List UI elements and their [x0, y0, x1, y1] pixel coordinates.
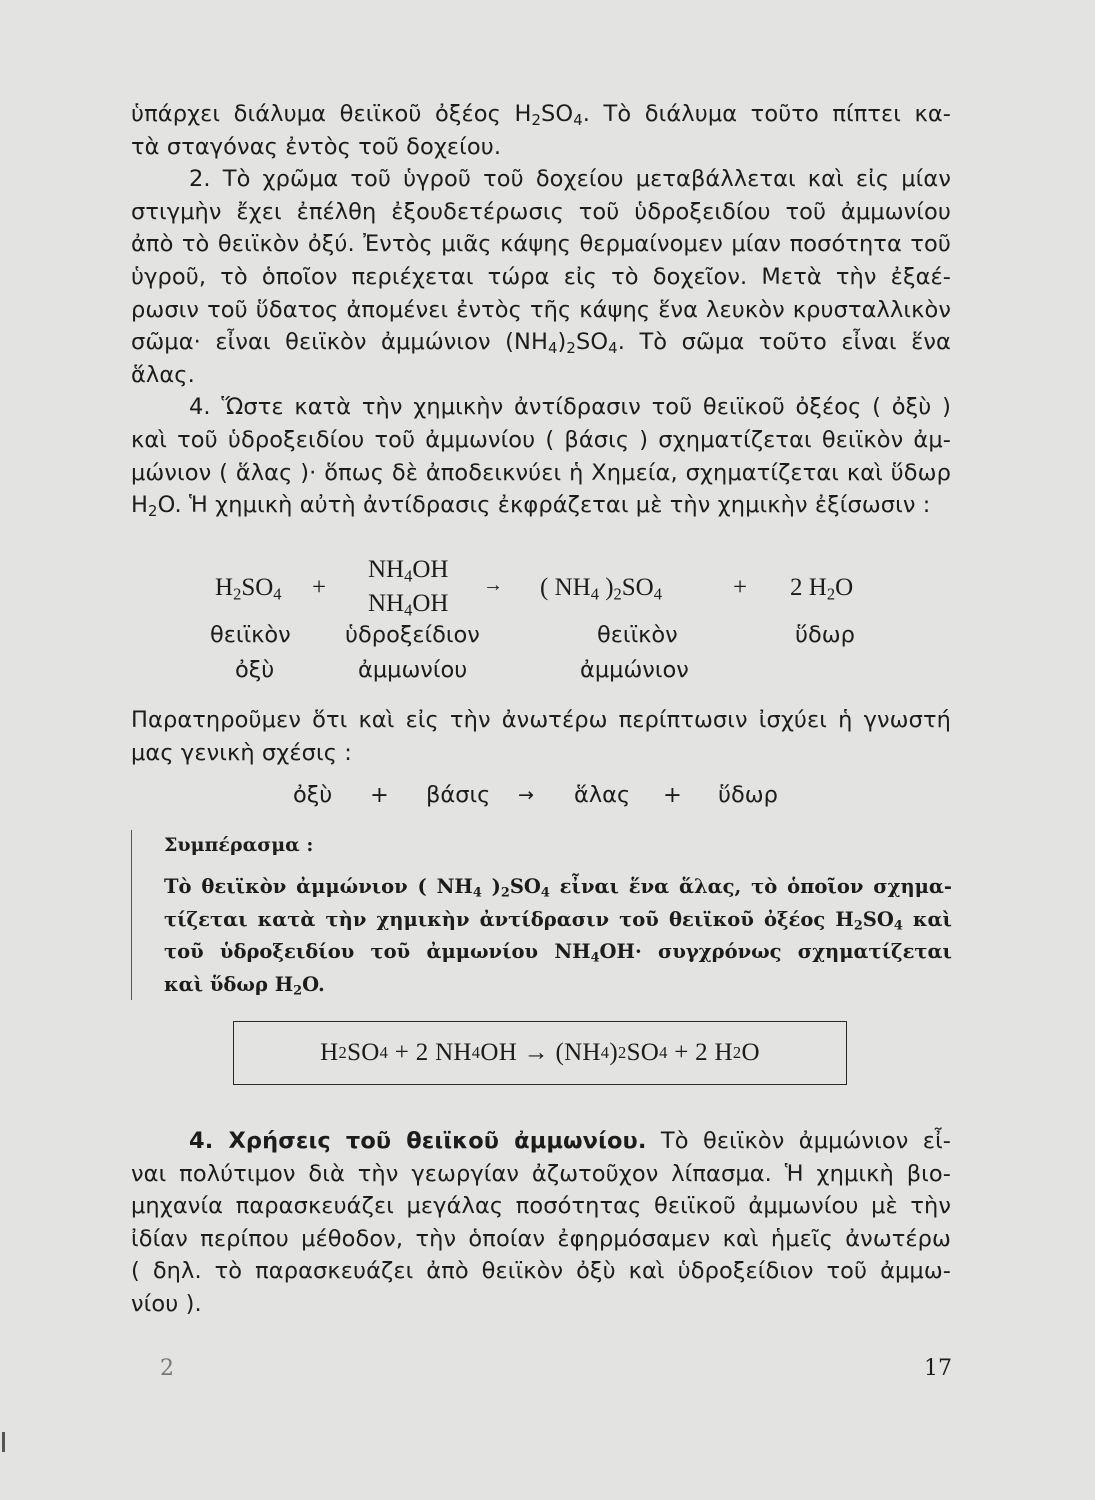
conclusion-block	[131, 830, 954, 1000]
boxed-equation	[233, 1021, 847, 1085]
text-line: μηχανία παρασκευάζει μεγάλας ποσότητας θειϊκοῦ ἀμμωνίου μὲ τὴν	[131, 1193, 951, 1220]
text-line: Τὸ θειϊκὸν ἀμμώνιον ( $NH_4$ )$_2SO_4$ εἶναι ἕνα ἅλας, τὸ ὁποῖον σχημα-	[164, 875, 952, 901]
text-line: ὑπάρχει διάλυμα θειϊκοῦ ὀξέος $H_2SO_4$. Τὸ διάλυμα τοῦτο πίπτει κα-	[131, 101, 951, 130]
label-ammonium-sulfate-2: ἀμμώνιον	[580, 657, 689, 683]
edge-mark	[2, 1432, 5, 1452]
label-sulfuric-acid-2: ὀξὺ	[235, 657, 275, 683]
formula-sulfuric-acid: $H_2SO_4$	[215, 574, 282, 604]
formula-water: 2 $H_2O$	[790, 574, 854, 604]
text-line: ἀπὸ τὸ θειϊκὸν ὀξύ. Ἐντὸς μιᾶς κάψης θερμαίνομεν μίαν ποσότητα τοῦ	[131, 231, 951, 258]
plus-sign: +	[663, 782, 682, 808]
term-acid: ὀξὺ	[293, 782, 333, 808]
text-line: τοῦ ὑδροξειδίου τοῦ ἀμμωνίου $NH_4OH\cdot \sigma\upsilon\gamma\chi\rho ό\nu\omega\varsigma$ σχηματίζεται	[164, 940, 952, 966]
text-line: σῶμα· εἶναι θειϊκὸν ἀμμώνιον $(NH_4)_2SO_4$. Τὸ σῶμα τοῦτο εἶναι ἕνα	[131, 329, 951, 358]
conclusion-title: Συμπέρασμα :	[164, 834, 314, 856]
section-4-heading: 4. Χρήσεις τοῦ θειϊκοῦ ἀμμωνίου.	[189, 1128, 647, 1154]
text-line: 4. Χρήσεις τοῦ θειϊκοῦ ἀμμωνίου. Τὸ θειϊκὸν ἀμμώνιον εἶ-	[189, 1128, 951, 1154]
text-line: Παρατηροῦμεν ὅτι καὶ εἰς τὴν ἀνωτέρω περίπτωσιν ἰσχύει ἡ γνωστή	[131, 707, 951, 733]
text-line: $H_2O$. Ἡ χημικὴ αὐτὴ ἀντίδρασις ἐκφράζεται μὲ τὴν χημικὴν ἐξίσωσιν :	[131, 492, 931, 521]
text-line: ( δηλ. τὸ παρασκευάζει ἀπὸ θειϊκὸν ὀξὺ καὶ ὑδροξείδιον τοῦ ἀμμω-	[131, 1258, 951, 1285]
paragraph-observation	[131, 704, 951, 769]
text-line: ρωσιν τοῦ ὕδατος ἀπομένει ἐντὸς τῆς κάψης ἕνα λευκὸν κρυσταλλικὸν	[131, 296, 951, 323]
page-number: 17	[924, 1356, 952, 1381]
label-ammonium-sulfate-1: θειϊκὸν	[597, 622, 678, 648]
text-line: καὶ ὕδωρ $H_2O$.	[164, 972, 325, 999]
text-line: μώνιον ( ἅλας )· ὅπως δὲ ἀποδεικνύει ἡ Χημεία, σχηματίζεται καὶ ὕδωρ	[131, 459, 951, 486]
plus-sign: +	[370, 782, 389, 808]
conclusion-body	[164, 871, 952, 1001]
text-line: τὰ σταγόνας ἐντὸς τοῦ δοχείου.	[131, 133, 502, 160]
arrow-icon: →	[483, 574, 503, 596]
label-ammonium-hydroxide-2: ἀμμωνίου	[358, 657, 468, 683]
text-line: νίου ).	[131, 1290, 202, 1317]
text-line: 2. Τὸ χρῶμα τοῦ ὑγροῦ τοῦ δοχείου μεταβάλλεται καὶ εἰς μίαν	[189, 166, 951, 193]
term-water: ὕδωρ	[718, 782, 778, 808]
paragraph-procedure	[131, 98, 951, 522]
text-line: ὑγροῦ, τὸ ὁποῖον περιέχεται τώρα εἰς τὸ δοχεῖον. Μετὰ τὴν ἐξαέ-	[131, 263, 951, 290]
text-line: καὶ τοῦ ὑδροξειδίου τοῦ ἀμμωνίου ( βάσις ) σχηματίζεται θειϊκὸν ἀμ-	[131, 426, 951, 453]
term-salt: ἅλας	[574, 782, 631, 808]
formula-ammonium-hydroxide-top: $NH_4OH$	[368, 556, 449, 586]
text-line: ἰδίαν περίπου μέθοδον, τὴν ὁποίαν ἐφηρμόσαμεν καὶ ἡμεῖς ἀνωτέρω	[131, 1225, 951, 1252]
chemical-equation	[0, 552, 1095, 692]
text-line: τίζεται κατὰ τὴν χημικὴν ἀντίδρασιν τοῦ θειϊκοῦ ὀξέος $H_2SO_4$ καὶ	[164, 907, 952, 934]
text-line: 4. Ὥστε κατὰ τὴν χημικὴν ἀντίδρασιν τοῦ θειϊκοῦ ὀξέος ( ὀξὺ )	[189, 394, 951, 421]
general-relation	[0, 782, 1095, 816]
text-line: μας γενικὴ σχέσις :	[131, 739, 352, 766]
text-line: ἅλας.	[131, 361, 195, 388]
formula-ammonium-sulfate: ( $NH_4$ )$_2SO_4$	[540, 574, 662, 604]
plus-sign: +	[312, 574, 327, 601]
term-base: βάσις	[426, 782, 491, 808]
text-line: ναι πολύτιμον διὰ τὴν γεωργίαν ἀζωτοῦχον λίπασμα. Ἡ χημικὴ βιο-	[131, 1160, 951, 1187]
boxed-equation-text: H 2 SO 4 + 2 NH 4 OH → (NH 4 ) 2 SO 4 + 2 H 2 O	[320, 1039, 760, 1066]
formula-ammonium-hydroxide-bottom: $NH_4OH$	[368, 590, 449, 620]
label-water: ὕδωρ	[795, 622, 855, 648]
signature-mark: 2	[160, 1356, 174, 1381]
section-4-paragraph	[131, 1125, 951, 1321]
plus-sign: +	[733, 574, 748, 601]
label-sulfuric-acid-1: θειϊκὸν	[210, 622, 291, 648]
text-line: στιγμὴν ἔχει ἐπέλθη ἐξουδετέρωσις τοῦ ὑδροξειδίου τοῦ ἀμμωνίου	[131, 198, 951, 225]
label-ammonium-hydroxide-1: ὑδροξείδιον	[345, 622, 480, 648]
arrow-icon: →	[518, 784, 534, 806]
